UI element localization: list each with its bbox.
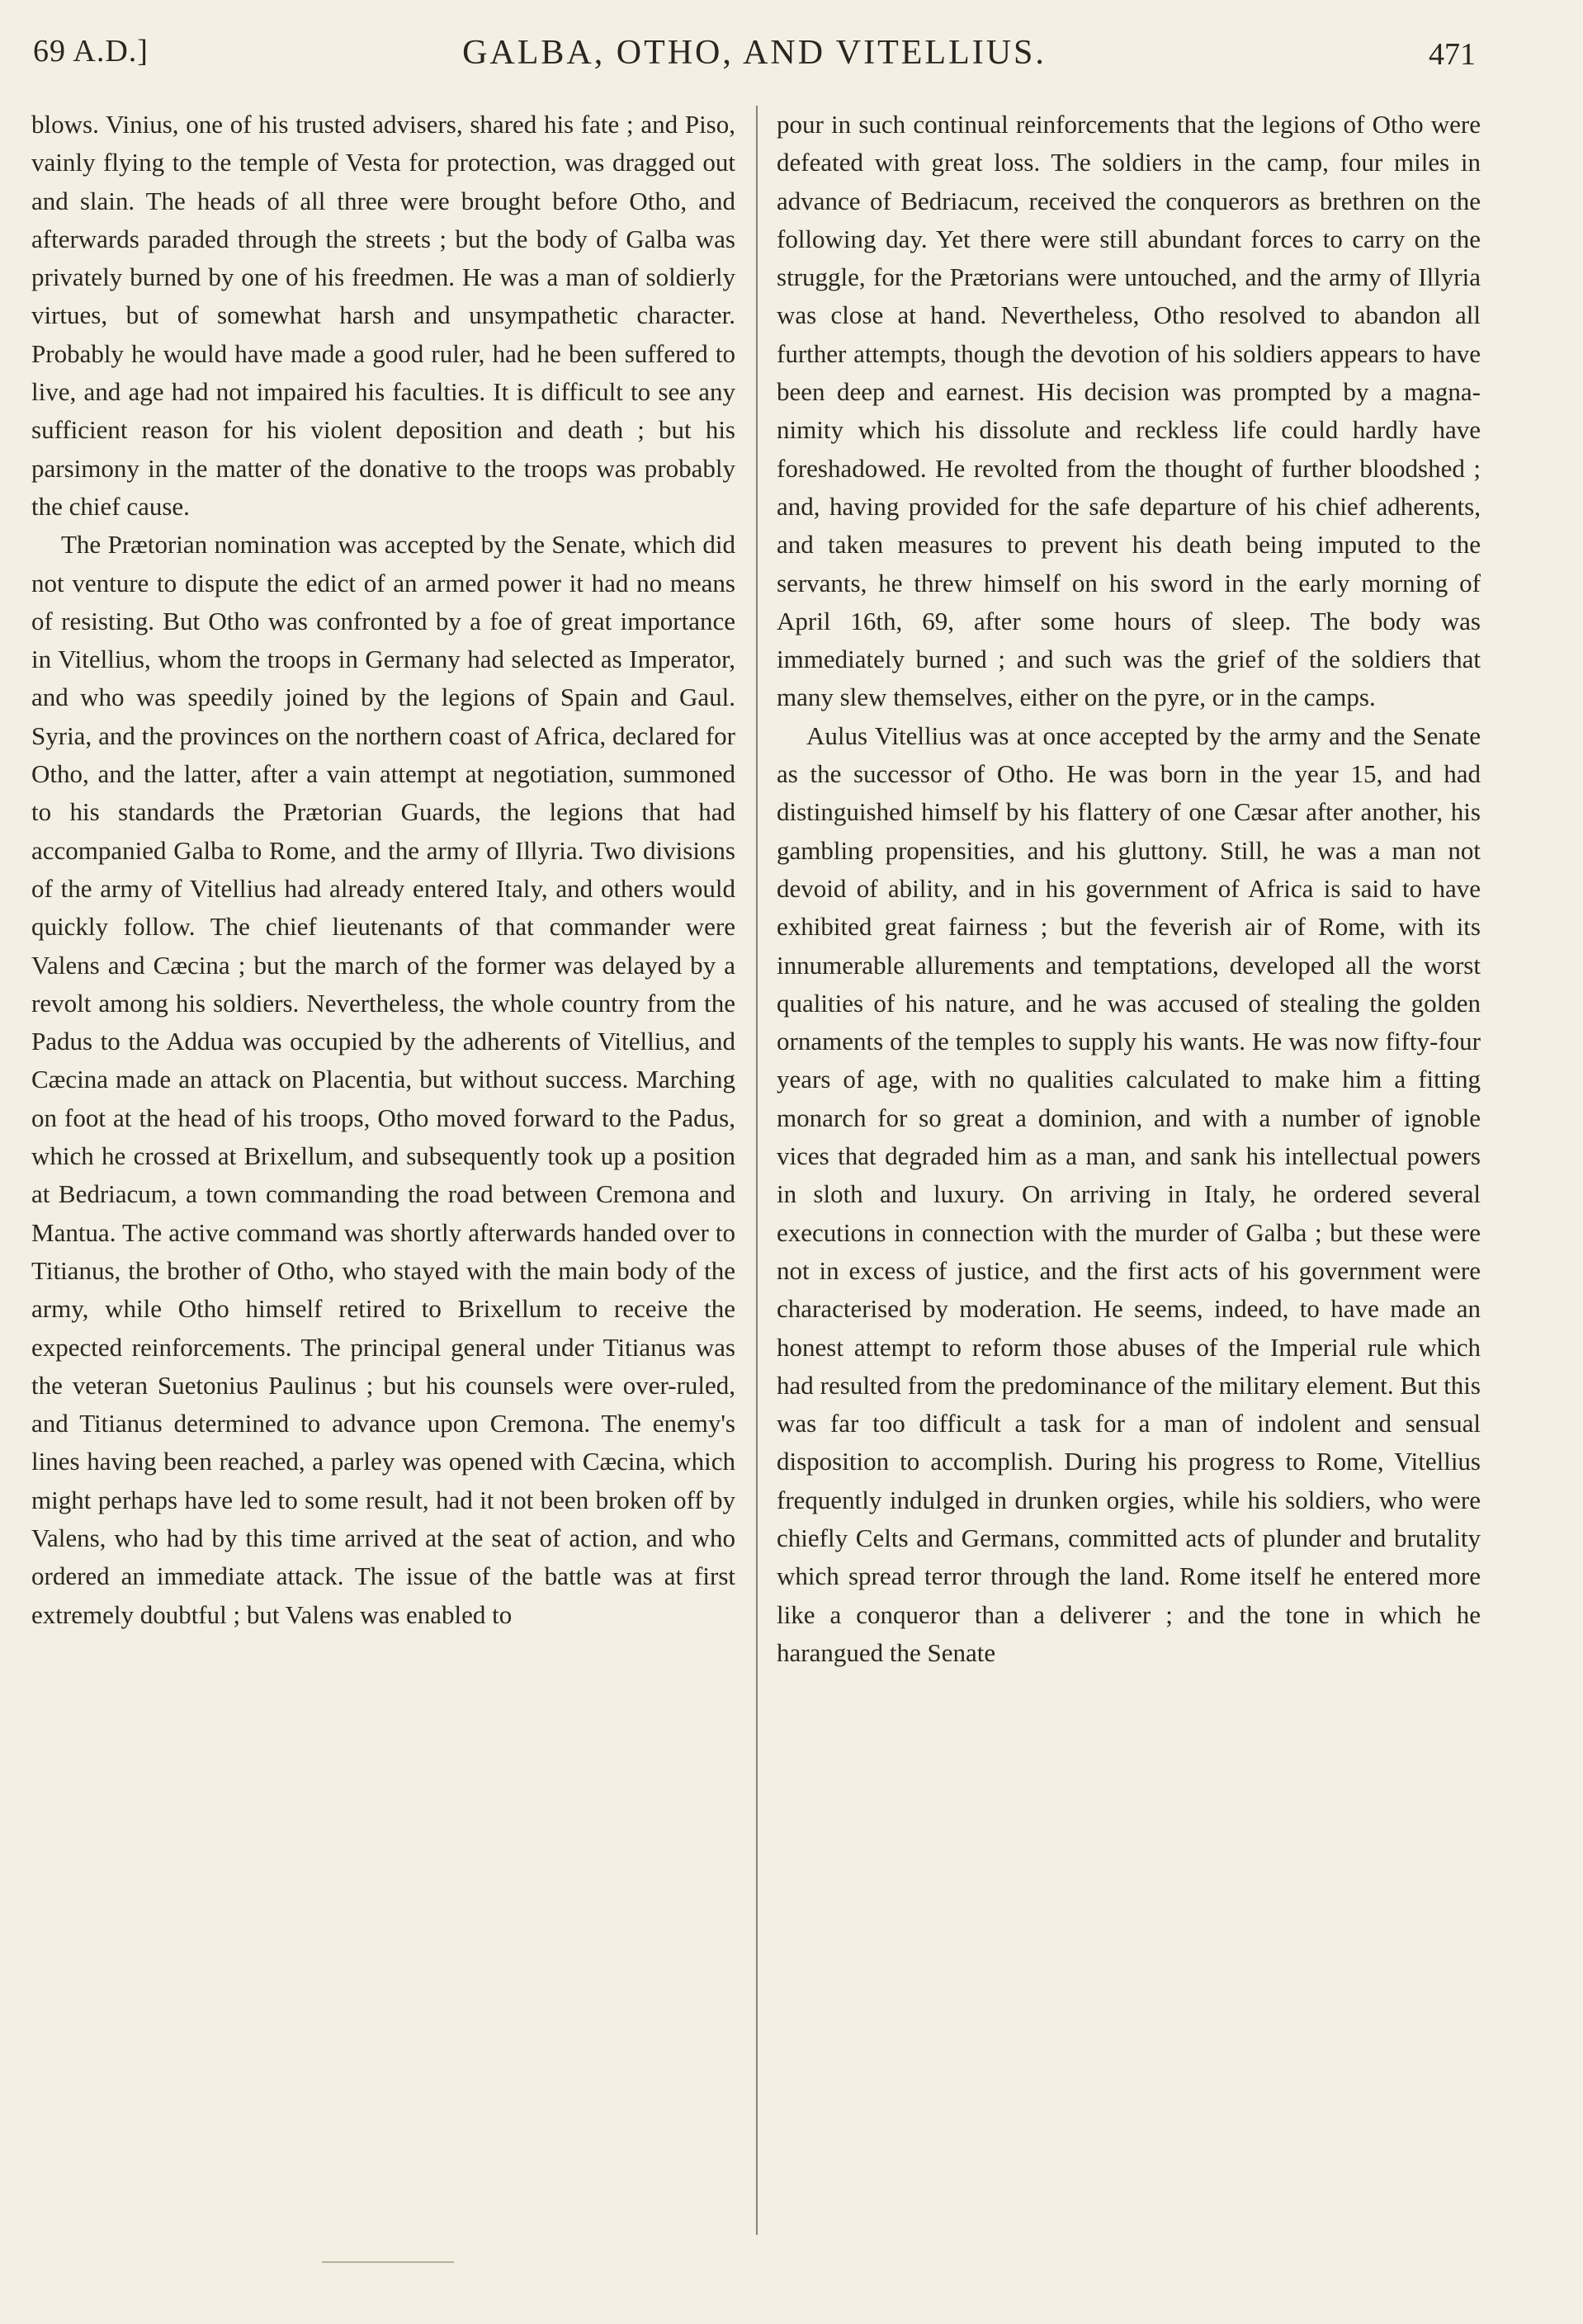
header-date: 69 A.D.] (33, 34, 149, 68)
right-paragraph-1: pour in such continual reinforcements that the legions of Otho were defeated with great loss. The soldiers in the camp, four miles in advance of Bedriacum, received the conquerors as brethren on the following day. Yet there were still abundant forces to carry on the struggle, for the Prætorians were untouched, and the army of Illyria was close at hand. Nevertheless, Otho resolved to abandon all further attempts, though the devotion of his soldiers appears to have been deep and earnest. His decision was prompted by a magnanimity which his dissolute and reckless life could hardly have foreshadowed. He revolted from the thought of further bloodshed ; and, having provided for the safe departure of his chief adherents, and taken measures to prevent his death being imputed to the servants, he threw himself on his sword in the early morning of April 16th, 69, after some hours of sleep. The body was immediately burned ; and such was the grief of the soldiers that many slew themselves, either on the pyre, or in the camps. (777, 110, 1481, 712)
page-number: 471 (1429, 37, 1476, 72)
left-paragraph-1: blows. Vinius, one of his trusted advisers, shared his fate ; and Piso, vainly flying to the temple of Vesta for protection, was dragged out and slain. The heads of all three were brought before Otho, and afterwards paraded through the streets ; but the body of Galba was privately burned by one of his freedmen. He was a man of soldierly virtues, but of somewhat harsh and unsympathetic character. Probably he would have made a good ruler, had he been suffered to live, and age had not impaired his faculties. It is difficult to see any sufficient reason for his violent deposition and death ; but his parsimony in the matter of the donative to the troops was probably the chief cause. (31, 110, 735, 521)
page-smudge (322, 2261, 454, 2263)
left-column (31, 106, 735, 2235)
left-paragraph-2: The Prætorian nomination was accepted by the Senate, which did not venture to dispute the edict of an armed power it had no means of resisting. But Otho was confronted by a foe of great importance in Vitellius, whom the troops in Germany had selected as Imperator, and who was speedily joined by the legions of Spain and Gaul. Syria, and the provinces on the northern coast of Africa, declared for Otho, and the latter, after a vain attempt at negotiation, summoned to his standards the Prætorian Guards, the legions that had accompanied Galba to Rome, and the army of Illyria. Two divisions of the army of Vitellius had already entered Italy, and others would quickly follow. The chief lieutenants of that commander were Valens and Cæcina ; but the march of the former was delayed by a revolt among his soldiers. Nevertheless, the whole country from the Padus to the Addua was occupied by the adherents of Vitellius, and Cæcina made an attack on Placentia, but without success. Marching on foot at the head of his troops, Otho moved forward to the Padus, which he crossed at Brixellum, and subsequently took up a position at Bedriacum, a town commanding the road between Cremona and Mantua. The active command was shortly afterwards handed over to Titianus, the brother of Otho, who stayed with the main body of the army, while Otho himself retired to Brixellum to receive the expected reinforcements. The principal general under Titianus was the veteran Suetonius Paulinus ; but his counsels were over-ruled, and Titianus determined to advance upon Cremona. The enemy's lines having been reached, a parley was opened with Cæcina, which might perhaps have led to some result, had it not been broken off by Valens, who had by this time arrived at the seat of action, and who ordered an immediate attack. The issue of the battle was at first extremely doubtful ; but Valens was enabled to (31, 530, 735, 1629)
column-divider (756, 106, 758, 2235)
right-paragraph-2: Aulus Vitellius was at once accepted by the army and the Senate as the successor of Otho. He was born in the year 15, and had distinguished himself by his flattery of one Cæsar after another, his gambling propensities, and his gluttony. Still, he was a man not devoid of ability, and in his government of Africa is said to have exhibited great fairness ; but the feverish air of Rome, with its innumerable allurements and temptations, developed all the worst qualities of his nature, and he was accused of stealing the golden ornaments of the temples to supply his wants. He was now fifty-four years of age, with no qualities calculated to make him a fitting monarch for so great a dominion, and with a number of ignoble vices that degraded him as a man, and sank his intellectual powers in sloth and luxury. On arriving in Italy, he ordered several executions in connection with the murder of Galba ; but these were not in excess of justice, and the first acts of his government were characterised by moderation. He seems, indeed, to have made an honest attempt to reform those abuses of the Imperial rule which had resulted from the predominance of the military element. But this was far too difficult a task for a man of indolent and sensual disposition to accomplish. During his progress to Rome, Vitellius frequently indulged in drunken orgies, while his soldiers, who were chiefly Celts and Germans, committed acts of plunder and brutality which spread terror through the land. Rome itself he entered more like a conqueror than a deliverer ; and the tone in which he harangued the Senate (777, 720, 1481, 1667)
running-header (33, 33, 1476, 83)
right-column (777, 106, 1481, 2235)
header-title: GALBA, OTHO, AND VITELLIUS. (462, 34, 1047, 72)
